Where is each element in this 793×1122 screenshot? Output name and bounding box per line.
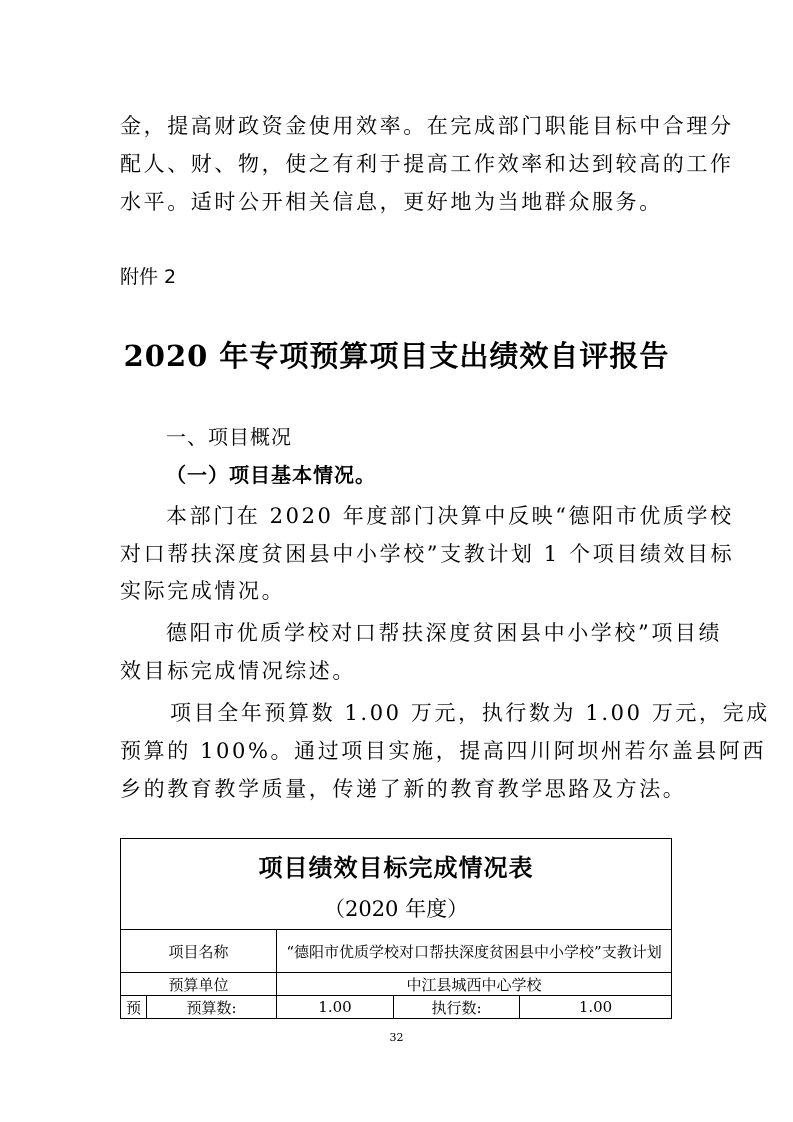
budget-unit-value: 中江县城西中心学校 — [277, 973, 672, 996]
section-heading: 一、项目概况 — [166, 425, 292, 449]
text-line: 预算的 100%。通过项目实施，提高四川阿坝州若尔盖县阿西 — [120, 739, 767, 763]
text-line: 金，提高财政资金使用效率。在完成部门职能目标中合理分 — [120, 114, 734, 138]
text-line: 效目标完成情况综述。 — [120, 659, 356, 683]
budget-amount-label: 预算数: — [147, 996, 277, 1019]
table-title-cell — [121, 839, 672, 930]
report-title: 2020 年专项预算项目支出绩效自评报告 — [123, 339, 670, 373]
project-name-value: “德阳市优质学校对口帮扶深度贫困县中小学校”支教计划 — [277, 930, 672, 973]
side-label: 预 — [121, 996, 147, 1019]
table-subtitle: （2020 年度） — [323, 896, 469, 921]
text-line: 本部门在 2020 年度部门决算中反映“德阳市优质学校 — [166, 504, 734, 528]
attachment-label: 附件 2 — [120, 266, 177, 288]
executed-amount-label: 执行数: — [394, 996, 520, 1019]
text-line: 德阳市优质学校对口帮扶深度贫困县中小学校”项目绩 — [166, 621, 723, 645]
text-line: 对口帮扶深度贫困县中小学校”支教计划 1 个项目绩效目标 — [120, 542, 735, 566]
project-name-label: 项目名称 — [121, 930, 277, 973]
budget-unit-label: 预算单位 — [121, 973, 277, 996]
text-line: 水平。适时公开相关信息，更好地为当地群众服务。 — [120, 190, 663, 214]
text-line: 乡的教育教学质量，传递了新的教育教学思路及方法。 — [120, 777, 687, 801]
table-title: 项目绩效目标完成情况表 — [258, 852, 534, 882]
text-line: 配人、财、物，使之有利于提高工作效率和达到较高的工作 — [120, 152, 734, 176]
text-line: 项目全年预算数 1.00 万元，执行数为 1.00 万元，完成 — [170, 701, 770, 725]
page-number: 32 — [389, 1031, 404, 1044]
executed-amount-value: 1.00 — [520, 996, 672, 1019]
text-line: 实际完成情况。 — [120, 579, 286, 603]
subsection-heading: （一）项目基本情况。 — [166, 463, 376, 487]
budget-amount-value: 1.00 — [277, 996, 394, 1019]
performance-table — [120, 838, 672, 1019]
